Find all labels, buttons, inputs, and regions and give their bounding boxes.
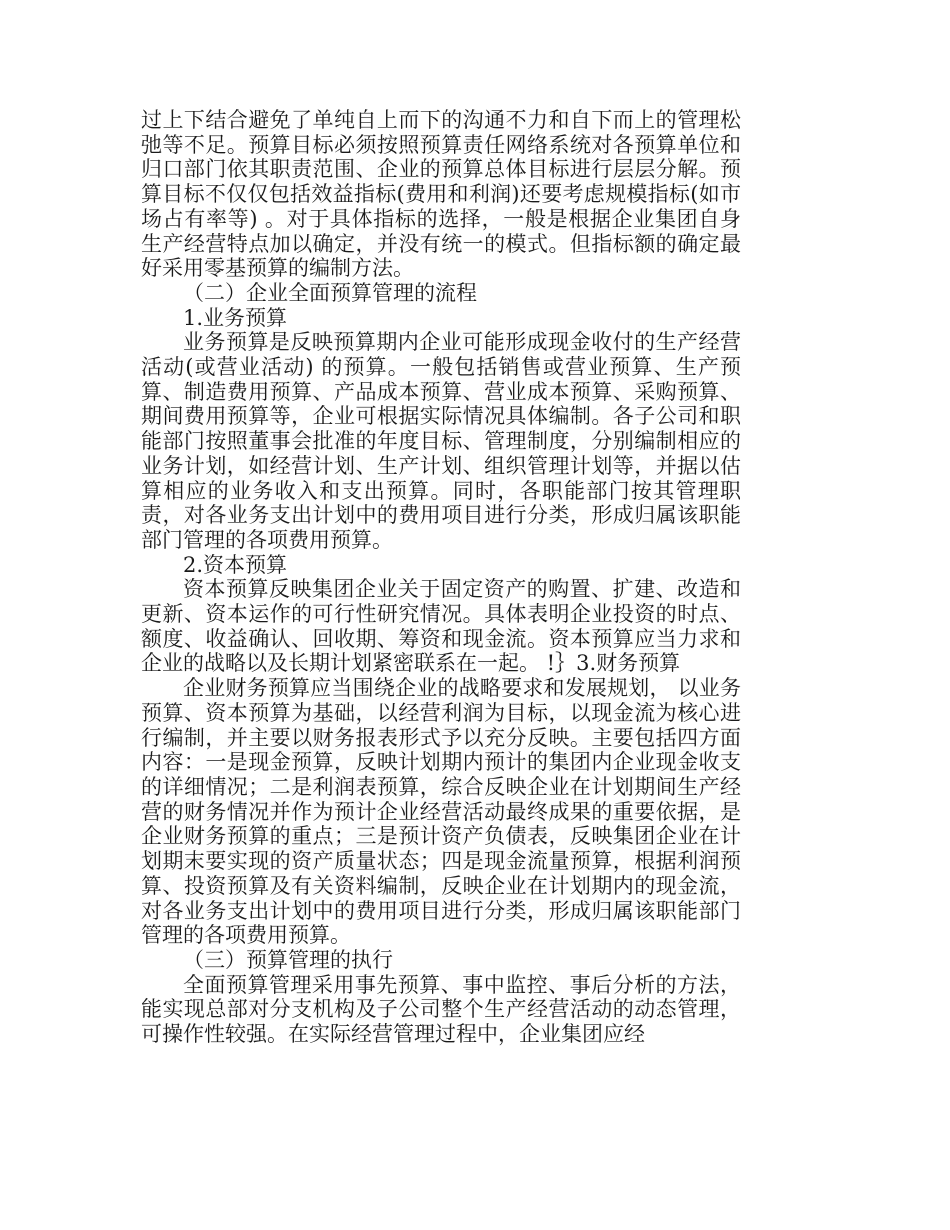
document-page <box>141 108 741 1047</box>
section-heading-budget-execution: （三）预算管理的执行 <box>183 947 393 972</box>
subheading-capital-budget: 2.资本预算 <box>183 552 288 577</box>
paragraph-budget-execution: 全面预算管理采用事先预算、事中监控、事后分析的方法，能实现总部对分支机构及子公司整个生产经营活动的动态管理，可操作性较强。在实际经营管理过程中，企业集团应经 <box>141 972 741 1047</box>
paragraph-budget-targets: 过上下结合避免了单纯自上而下的沟通不力和自下而上的管理松弛等不足。预算目标必须按照预算责任网络系统对各预算单位和归口部门依其职责范围、企业的预算总体目标进行层层分解。预算目标不仅仅包括效益指标(费用和利润)还要考虑规模指标(如市场占有率等) 。对于具体指标的选择，一般是根据企业集团自身生产经营特点加以确定，并没有统一的模式。但指标额的确定最好采用零基预算的编制方法。 <box>141 108 741 281</box>
paragraph-capital-budget: 资本预算反映集团企业关于固定资产的购置、扩建、改造和更新、资本运作的可行性研究情况。具体表明企业投资的时点、额度、收益确认、回收期、筹资和现金流。资本预算应当力求和企业的战略以及长期计划紧密联系在一起。 !｝3.财务预算 <box>141 577 741 676</box>
section-heading-budget-process: （二）企业全面预算管理的流程 <box>183 280 477 305</box>
paragraph-financial-budget: 企业财务预算应当围绕企业的战略要求和发展规划， 以业务预算、资本预算为基础，以经营利润为目标，以现金流为核心进行编制，并主要以财务报表形式予以充分反映。主要包括四方面内容：一是现金预算，反映计划期内预计的集团内企业现金收支的详细情况；二是利润表预算，综合反映企业在计划期间生产经营的财务情况并作为预计企业经营活动最终成果的重要依据，是企业财务预算的重点；三是预计资产负债表，反映集团企业在计划期末要实现的资产质量状态；四是现金流量预算，根据利润预算、投资预算及有关资料编制，反映企业在计划期内的现金流，对各业务支出计划中的费用项目进行分类，形成归属该职能部门管理的各项费用预算。 <box>141 676 741 948</box>
subheading-business-budget: 1.业务预算 <box>183 305 288 330</box>
paragraph-business-budget: 业务预算是反映预算期内企业可能形成现金收付的生产经营活动(或营业活动) 的预算。一般包括销售或营业预算、生产预算、制造费用预算、产品成本预算、营业成本预算、采购预算、期间费用预算等，企业可根据实际情况具体编制。各子公司和职能部门按照董事会批准的年度目标、管理制度，分别编制相应的业务计划，如经营计划、生产计划、组织管理计划等，并据以估算相应的业务收入和支出预算。同时，各职能部门按其管理职责，对各业务支出计划中的费用项目进行分类，形成归属该职能部门管理的各项费用预算。 <box>141 330 741 552</box>
